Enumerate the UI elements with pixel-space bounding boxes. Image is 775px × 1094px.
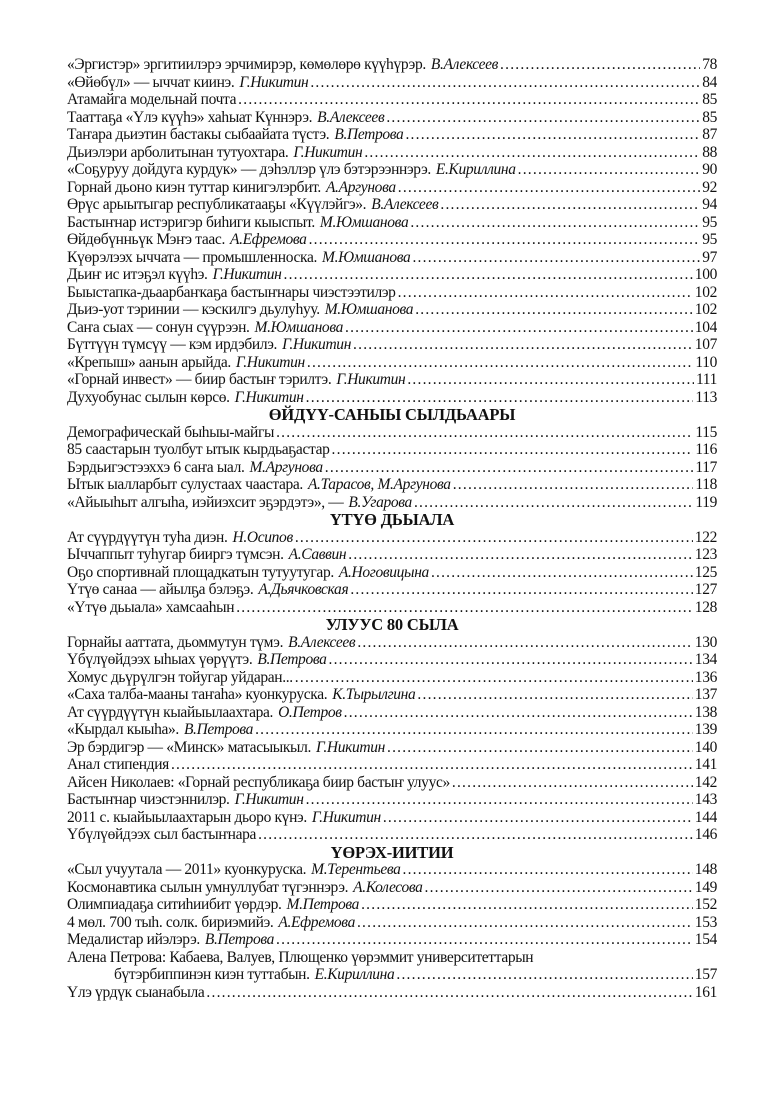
entry-author: К.Тырылгина xyxy=(332,686,416,703)
toc-entry xyxy=(67,231,717,249)
entry-title: 2011 с. кыайыылаахтарын дьоро күнэ. xyxy=(67,808,307,826)
entry-author: В.Петрова xyxy=(183,721,254,738)
toc-entry xyxy=(67,651,717,669)
entry-title: Айсен Николаев: «Горнай республикаҕа биир бастыҥ улуус» xyxy=(67,773,450,791)
entry-title: Демографическай быһыы-майгы xyxy=(67,423,275,441)
dot-leader xyxy=(348,546,693,564)
entry-author: В.Алексеев xyxy=(371,196,439,213)
entry-author: В.Алексеев xyxy=(288,633,356,651)
toc-entry xyxy=(67,179,717,197)
entry-page-number: 123 xyxy=(694,546,717,563)
entry-page-number: 148 xyxy=(694,861,717,878)
entry-title: Бастыҥнар чиэстэннилэр. xyxy=(67,791,230,808)
dot-leader xyxy=(500,56,700,74)
entry-title: Оҕо спортивнай площадкатын тутуутугар. xyxy=(67,563,334,581)
entry-author: А.Тарасов, М.Аргунова xyxy=(307,476,451,493)
entry-author: А.Ефремова xyxy=(278,913,355,931)
entry-page-number: 136 xyxy=(694,668,717,686)
entry-page-number: 127 xyxy=(694,581,717,598)
toc-entry xyxy=(67,249,717,267)
entry-page-number: 144 xyxy=(694,808,717,826)
entry-author: Г.Никитин xyxy=(336,371,406,388)
toc-entry xyxy=(67,371,717,389)
toc-entry xyxy=(67,56,717,74)
toc-entry xyxy=(67,669,717,687)
toc-entry xyxy=(67,826,717,844)
entry-page-number: 92 xyxy=(702,178,717,196)
dot-leader xyxy=(518,161,701,179)
entry-title: «Кырдал кыыһа». xyxy=(67,721,179,738)
entry-author: А.Саввин xyxy=(288,546,347,563)
entry-author: Г.Никитин xyxy=(316,738,385,756)
toc-entry xyxy=(67,301,717,319)
entry-author: А.Дьячковская xyxy=(258,581,349,598)
dot-leader xyxy=(386,109,700,127)
entry-title: Үлэ үрдүк сыанабыла xyxy=(67,983,205,1001)
entry-page-number: 97 xyxy=(702,248,717,266)
dot-leader xyxy=(276,424,693,442)
entry-page-number: 143 xyxy=(694,791,717,808)
dot-leader xyxy=(295,669,693,687)
entry-page-number: 138 xyxy=(694,703,717,721)
toc-entry xyxy=(67,581,717,599)
dot-leader xyxy=(255,721,693,739)
entry-page-number: 104 xyxy=(694,318,717,336)
entry-page-number: 78 xyxy=(702,56,717,73)
entry-title: Ат сүүрдүүтүн туһа диэн. xyxy=(67,528,228,546)
entry-page-number: 154 xyxy=(694,931,717,948)
entry-page-number: 118 xyxy=(695,476,717,493)
entry-author: А.Ноговицына xyxy=(338,563,429,581)
entry-author: Н.Осипов xyxy=(232,528,293,546)
entry-title: Духуобунас сылын көрсө. xyxy=(67,388,230,406)
entry-author: В.Угарова xyxy=(348,493,412,511)
dot-leader xyxy=(350,581,692,599)
entry-author: М.Юмшанова xyxy=(319,213,409,231)
entry-title: «Өйөбүл» — ыччат киинэ. xyxy=(67,73,235,91)
toc-entry xyxy=(67,861,717,879)
entry-author: В.Алексеев xyxy=(317,108,385,126)
entry-page-number: 157 xyxy=(694,966,717,983)
entry-title: Эр бэрдигэр — «Минск» матасыыкыл. xyxy=(67,738,312,756)
dot-leader xyxy=(357,914,693,932)
dot-leader xyxy=(344,704,693,722)
entry-title: Бастыҥнар истэригэр биһиги кыыспыт. xyxy=(67,213,315,231)
dot-leader xyxy=(410,214,700,232)
entry-author: М.Петрова xyxy=(286,896,360,913)
dot-leader xyxy=(396,966,692,984)
toc-entry xyxy=(67,74,717,92)
dot-leader xyxy=(306,791,693,809)
toc-entry xyxy=(67,879,717,897)
entry-author: Г.Никитин xyxy=(212,266,282,283)
toc-entry xyxy=(67,476,717,494)
dot-leader xyxy=(345,319,693,337)
toc-entry xyxy=(67,686,717,704)
entry-page-number: 84 xyxy=(702,73,717,91)
entry-title: Космонавтика сылын умнуллубат түгэннэрэ. xyxy=(67,878,349,896)
toc-entry xyxy=(67,389,717,407)
entry-title: Саҥа сыах — сонун сүүрээн. xyxy=(67,318,250,336)
dot-leader xyxy=(332,441,694,459)
dot-leader xyxy=(403,861,693,879)
dot-leader xyxy=(387,739,693,757)
entry-title: Таҥара дьиэтин бастакы сыбаайата түстэ. xyxy=(67,126,330,143)
toc-entry xyxy=(67,126,717,144)
toc-entry xyxy=(67,914,717,932)
entry-title: Горнай дьоно киэн туттар кинигэлэрбит. xyxy=(67,178,321,196)
toc-entry xyxy=(67,756,717,774)
entry-title: Бүттүүн түмсүү — кэм ирдэбилэ. xyxy=(67,336,278,353)
toc-entry xyxy=(67,599,717,617)
entry-author: М.Аргунова xyxy=(249,458,323,476)
entry-page-number: 111 xyxy=(695,371,717,388)
entry-title: «Горнай инвест» — биир бастыҥ тэрилтэ. xyxy=(67,371,332,388)
entry-page-number: 107 xyxy=(694,336,717,353)
toc-entry xyxy=(67,564,717,582)
toc-entry xyxy=(67,336,717,354)
entry-page-number: 122 xyxy=(694,528,717,546)
entry-page-number: 113 xyxy=(695,388,717,406)
entry-title: Алена Петрова: Кабаева, Валуев, Плющенко үөрэммит университеттарын xyxy=(67,948,534,966)
section-heading: ӨЙДҮҮ-САНЫЫ СЫЛДЬААРЫ xyxy=(268,405,516,424)
entry-author: М.Юмшанова xyxy=(324,301,414,318)
toc-entry xyxy=(67,721,717,739)
entry-author: Е.Кириллина xyxy=(435,161,516,178)
toc-entry xyxy=(67,424,717,442)
entry-title: Анал стипендия xyxy=(67,756,169,773)
toc-entry xyxy=(67,704,717,722)
entry-page-number: 130 xyxy=(694,633,717,651)
entry-title: Ыччаппыт туһугар бииргэ түмсэн. xyxy=(67,546,284,563)
entry-page-number: 153 xyxy=(694,913,717,931)
entry-author: В.Петрова xyxy=(257,651,327,668)
toc-entry xyxy=(67,931,717,949)
entry-title: Тааттаҕа «Үлэ күүһэ» хаһыат Күннэрэ. xyxy=(67,108,313,126)
dot-leader xyxy=(415,301,693,319)
dot-leader xyxy=(425,879,693,897)
dot-leader xyxy=(307,354,694,372)
dot-leader xyxy=(357,634,692,652)
entry-title: Быыстапка-дьаарбаҥкаҕа бастыҥнары чиэстээтилэр xyxy=(67,283,396,301)
entry-title: Дьиэлэри арболитынан тутуохтара. xyxy=(67,143,289,161)
entry-page-number: 128 xyxy=(694,598,717,616)
dot-leader xyxy=(238,91,700,109)
entry-page-number: 100 xyxy=(694,266,717,283)
entry-author: В.Алексеев xyxy=(430,56,499,73)
entry-author: Г.Никитин xyxy=(234,388,304,406)
toc-entry xyxy=(67,809,717,827)
entry-author: А.Ефремова xyxy=(229,231,307,248)
toc-entry xyxy=(67,896,717,914)
dot-leader xyxy=(295,529,693,547)
entry-page-number: 141 xyxy=(694,756,717,773)
toc-entry xyxy=(67,161,717,179)
entry-page-number: 88 xyxy=(702,143,717,161)
dot-leader xyxy=(361,896,693,914)
toc-entry xyxy=(67,91,717,109)
entry-page-number: 149 xyxy=(694,878,717,896)
dot-leader xyxy=(405,126,700,144)
dot-leader xyxy=(325,459,694,477)
entry-page-number: 102 xyxy=(694,301,717,318)
toc-entry xyxy=(67,634,717,652)
toc-entry xyxy=(67,546,717,564)
entry-page-number: 137 xyxy=(694,686,717,703)
section-heading: ҮТҮӨ ДЬЫАЛА xyxy=(329,510,455,529)
toc-entry xyxy=(67,739,717,757)
dot-leader xyxy=(353,336,693,354)
entry-page-number: 115 xyxy=(695,423,717,441)
entry-title: 4 мөл. 700 тыһ. солк. бириэмийэ. xyxy=(67,913,274,931)
entry-author: Г.Никитин xyxy=(282,336,352,353)
dot-leader xyxy=(440,196,700,214)
dot-leader xyxy=(310,74,700,92)
dot-leader xyxy=(414,494,693,512)
entry-author: М.Юмшанова xyxy=(254,318,343,336)
dot-leader xyxy=(452,774,693,792)
toc-entry xyxy=(67,791,717,809)
dot-leader xyxy=(236,599,693,617)
dot-leader xyxy=(258,826,693,844)
entry-page-number: 85 xyxy=(702,108,717,126)
entry-page-number: 119 xyxy=(695,493,717,511)
entry-page-number: 152 xyxy=(694,896,717,913)
entry-author: Г.Никитин xyxy=(235,353,305,371)
entry-author: А.Аргунова xyxy=(325,178,396,196)
entry-page-number: 125 xyxy=(694,563,717,581)
dot-leader xyxy=(364,144,700,162)
dot-leader xyxy=(407,371,694,389)
entry-page-number: 142 xyxy=(694,773,717,791)
entry-title: Ат сүүрдүүтүн кыайыылаахтара. xyxy=(67,703,274,721)
entry-author: В.Петрова xyxy=(204,931,275,948)
entry-title: «Крепыш» аанын арыйда. xyxy=(67,353,231,371)
toc-entry xyxy=(67,214,717,232)
entry-title: Атамайга модельнай почта xyxy=(67,91,237,108)
toc-entry xyxy=(67,284,717,302)
toc-entry xyxy=(67,354,717,372)
toc-entry xyxy=(67,459,717,477)
entry-author: М.Терентьева xyxy=(311,861,401,878)
entry-author: М.Юмшанова xyxy=(322,248,411,266)
entry-title: Дьиэ-уот тэринии — кэскилгэ дьулуһуу. xyxy=(67,301,320,318)
entry-title: Күөрэлээх ыччата — промышленноска. xyxy=(67,248,318,266)
entry-title-continued: бүтэрбиппинэн киэн туттабын. xyxy=(114,966,310,983)
toc-entry xyxy=(67,494,717,512)
dot-leader xyxy=(171,756,693,774)
dot-leader xyxy=(453,476,694,494)
dot-leader xyxy=(412,249,700,267)
section-heading: УЛУУС 80 СЫЛА xyxy=(325,615,459,634)
entry-title: Үбүлүөйдээх ыһыах үөрүүтэ. xyxy=(67,651,253,668)
entry-title: Медалистар ийэлэрэ. xyxy=(67,931,200,948)
toc-entry xyxy=(67,319,717,337)
entry-author: О.Петров xyxy=(278,703,342,721)
entry-title: «Сыл учуутала — 2011» куонкуруска. xyxy=(67,861,307,878)
entry-title: Горнайы ааттата, дьоммутун түмэ. xyxy=(67,633,284,651)
entry-title: «Саха талба-мааны таҥаһа» куонкуруска. xyxy=(67,686,328,703)
toc-entry xyxy=(67,266,717,284)
entry-title: Ытык ыалларбыт сулустаах чаастара. xyxy=(67,476,303,493)
dot-leader xyxy=(417,686,692,704)
entry-author: Г.Никитин xyxy=(234,791,304,808)
dot-leader xyxy=(398,179,700,197)
entry-author: Е.Кириллина xyxy=(314,966,395,983)
entry-page-number: 134 xyxy=(694,651,717,668)
toc-entry xyxy=(67,774,717,792)
dot-leader xyxy=(306,389,694,407)
entry-page-number: 140 xyxy=(694,738,717,756)
entry-title: 85 саастарын туолбут ытык кырдьаҕастар xyxy=(67,441,330,458)
dot-leader xyxy=(206,984,692,1002)
toc-entry xyxy=(67,529,717,547)
entry-page-number: 117 xyxy=(695,458,717,476)
dot-leader xyxy=(431,564,693,582)
entry-page-number: 116 xyxy=(695,441,717,458)
entry-page-number: 110 xyxy=(695,353,717,371)
entry-title: «Эргистэр» эргитиилэрэ эрчимирэр, көмөлөрө күүһүрэр. xyxy=(67,56,426,73)
toc-entry xyxy=(67,984,717,1002)
toc-entry xyxy=(67,109,717,127)
dot-leader xyxy=(276,931,693,949)
entry-title: «Айыыһыт алгыһа, иэйиэхсит эҕэрдэтэ», — xyxy=(67,493,344,511)
dot-leader xyxy=(284,266,693,284)
entry-title: Өйдөбүнньүк Мэҥэ таас. xyxy=(67,231,225,248)
entry-page-number: 95 xyxy=(702,213,717,231)
entry-title: Хомус дьүрүлгэн тойугар уйдаран... xyxy=(67,668,293,686)
dot-leader xyxy=(383,809,693,827)
entry-author: Г.Никитин xyxy=(293,143,363,161)
entry-page-number: 85 xyxy=(702,91,717,108)
toc-entry xyxy=(67,144,717,162)
entry-author: А.Колесова xyxy=(353,878,423,896)
dot-leader xyxy=(309,231,701,249)
entry-author: Г.Никитин xyxy=(311,808,381,826)
entry-page-number: 102 xyxy=(694,283,717,301)
entry-title: Олимпиадаҕа ситиһиибит үөрдэр. xyxy=(67,896,282,913)
entry-author: Г.Никитин xyxy=(239,73,309,91)
entry-page-number: 90 xyxy=(702,161,717,178)
entry-title: Үтүө санаа — айылҕа бэлэҕэ. xyxy=(67,581,254,598)
entry-page-number: 146 xyxy=(694,826,717,843)
section-heading: ҮӨРЭХ-ИИТИИ xyxy=(330,842,454,862)
entry-author: В.Петрова xyxy=(334,126,404,143)
entry-page-number: 95 xyxy=(702,231,717,248)
dot-leader xyxy=(398,284,693,302)
table-of-contents xyxy=(67,56,717,1001)
entry-title: «Соҕуруу дойдуга курдук» — дэһэллэр үлэ бэтэрээннэрэ. xyxy=(67,161,431,178)
toc-entry xyxy=(67,441,717,459)
entry-title: Үбүлүөйдээх сыл бастыҥнара xyxy=(67,826,257,843)
toc-entry xyxy=(67,966,717,984)
toc-entry xyxy=(67,196,717,214)
entry-title: «Үтүө дьыала» хамсааһын xyxy=(67,598,235,616)
entry-page-number: 139 xyxy=(694,721,717,738)
entry-title: Дьиҥ ис итэҕэл күүһэ. xyxy=(67,266,208,283)
entry-page-number: 94 xyxy=(702,196,717,213)
entry-page-number: 87 xyxy=(702,126,717,143)
entry-title: Өрүс арыытыгар республикатааҕы «Күүлэйгэ». xyxy=(67,196,367,213)
entry-page-number: 161 xyxy=(694,983,717,1001)
entry-title: Бэрдьигэстээххэ 6 саҥа ыал. xyxy=(67,458,245,476)
dot-leader xyxy=(329,651,693,669)
